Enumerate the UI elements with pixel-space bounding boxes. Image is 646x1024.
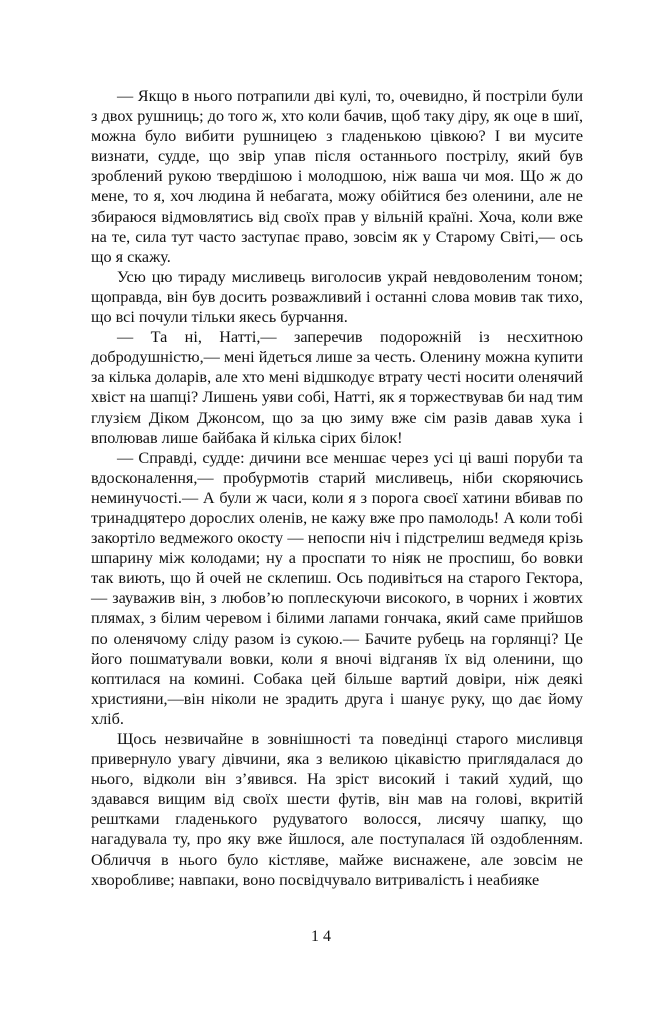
paragraph-2: Усю цю тираду мисливець виголосив украй невдоволеним тоном; щоправда, він був досить розважливий і останні слова мовив так тихо, що всі почули тільки якесь бурчання. <box>91 267 583 327</box>
paragraph-4: — Справді, судде: дичини все меншає через усі ці ваші поруби та вдосконалення,— пробурмотів старий мисливець, ніби скоряючись неминучості.— А були ж часи, коли я з порога своєї хатини вбивав по тринадцятеро дорослих оленів, не кажу вже про памолодь! А коли тобі закортіло ведмежого окосту — непоспи ніч і підстрелиш ведмедя крізь шпарину між колодами; ну а проспати то ніяк не проспиш, бо вовки так виють, що й очей не склепиш. Ось подивіться на старого Гектора,— зауважив він, з любов’ю поплескуючи високого, в чорних і жовтих плямах, з білим черевом і білими лапами гончака, який саме прийшов по оленячому сліду разом із сукою.— Бачите рубець на горлянці? Це його пошматували вовки, коли я вночі відганяв їх від оленини, що коптилася на комині. Собака цей більше вартий довіри, ніж деякі християни,—він ніколи не зрадить друга і шанує руку, що дає йому хліб. <box>91 448 583 728</box>
paragraph-1: — Якщо в нього потрапили дві кулі, то, очевидно, й постріли були з двох рушниць; до того ж, хто коли бачив, щоб таку діру, як оце в шиї, можна було вибити рушницею з гладенькою цівкою? І ви мусите визнати, судде, що звір упав після останнього пострілу, який був зроблений рукою твердішою і молодшою, ніж ваша чи моя. Що ж до мене, то я, хоч людина й небагата, можу обійтися без оленини, але не збираюся відмовлятись від своїх прав у вільній країні. Хоча, коли вже на те, сила тут часто заступає право, зовсім як у Старому Світі,— ось що я скажу. <box>91 87 583 266</box>
page-body <box>91 86 583 890</box>
page-number: 14 <box>311 928 335 945</box>
paragraph-3: — Та ні, Натті,— заперечив подорожній із несхитною добродушністю,— мені йдеться лише за честь. Оленину можна купити за кілька доларів, але хто мені відшкодує втрату честі носити оленячий хвіст на шапці? Лишень уяви собі, Натті, як я торжествував би над тим глузієм Діком Джонсом, що за цю зиму вже сім разів давав хука і вполював лише байбака й кілька сірих білок! <box>91 328 583 447</box>
paragraph-5: Щось незвичайне в зовнішності та поведінці старого мисливця привернуло увагу дівчини, яка з великою цікавістю приглядалася до нього, відколи він з’явився. На зріст високий і такий худий, що здавався вищим від своїх шести футів, він мав на голові, вкритій рештками гладенького рудуватого волосся, лисячу шапку, що нагадувала ту, про яку вже йшлося, але поступалася їй оздобленням. Обличчя в нього було кістляве, майже виснажене, але зовсім не хворобливе; навпаки, воно посвідчувало витривалість і неабияке <box>91 730 583 889</box>
